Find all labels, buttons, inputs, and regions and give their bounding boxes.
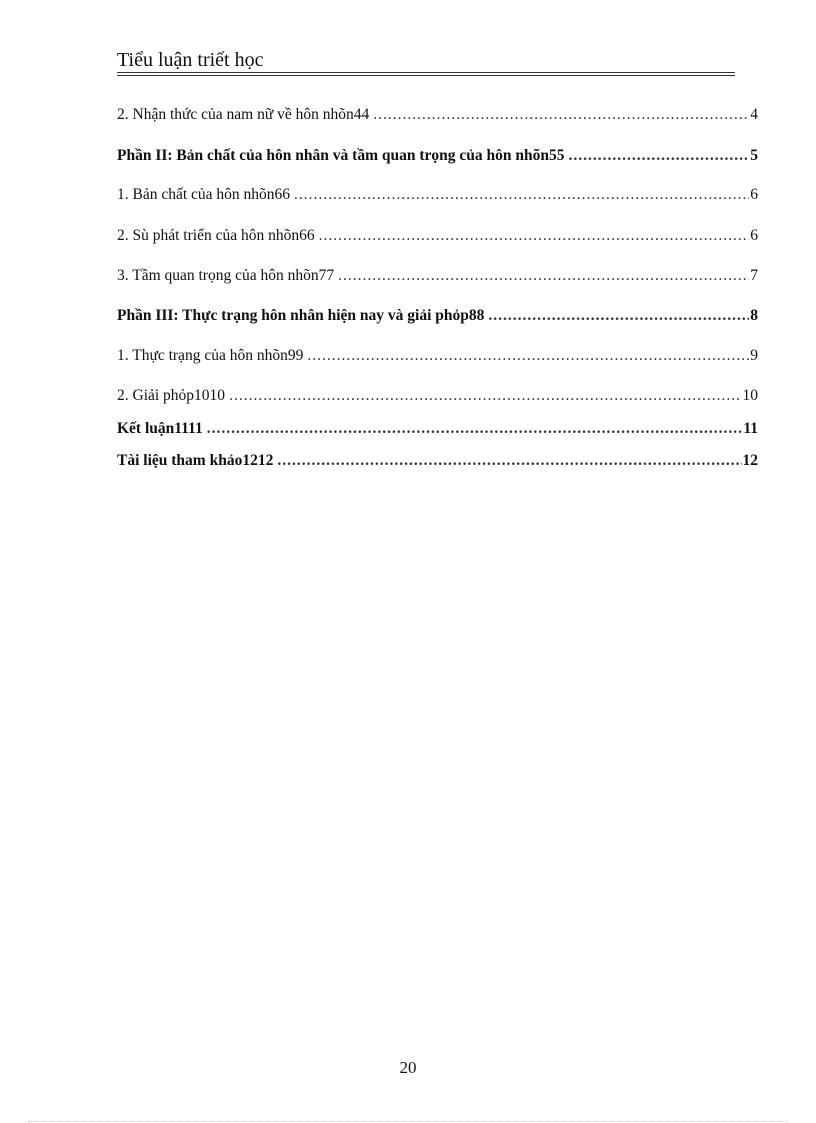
- toc-entry-page: 12: [742, 452, 758, 469]
- toc-entry-page: 6: [750, 227, 758, 244]
- toc-dot-leader: [488, 305, 749, 327]
- toc-entry: [117, 305, 758, 327]
- toc-entry-page: 5: [750, 147, 758, 164]
- toc-dot-leader: [568, 145, 749, 167]
- toc-dot-leader: [338, 265, 749, 287]
- toc-entry: [117, 345, 758, 367]
- toc-entry: [117, 184, 758, 206]
- toc-entry-page: 9: [750, 347, 758, 364]
- toc-dot-leader: [319, 225, 750, 247]
- toc-entry-label: 2. Nhận thức của nam nữ về hôn nhõn44: [117, 106, 370, 123]
- toc-entry: [117, 225, 758, 247]
- toc-dot-leader: [294, 184, 749, 206]
- toc-entry-label: Phần II: Bản chất của hôn nhân và tầm quan trọng của hôn nhõn55: [117, 147, 565, 164]
- toc-entry-page: 4: [750, 106, 758, 123]
- toc-entry: [117, 450, 758, 472]
- toc-dot-leader: [373, 104, 749, 126]
- toc-dot-leader: [229, 385, 741, 407]
- toc-entry-page: 10: [742, 387, 758, 404]
- toc-entry: [117, 145, 758, 167]
- toc-entry-label: 3. Tầm quan trọng của hôn nhõn77: [117, 267, 335, 284]
- toc-entry-label: Kết luận1111: [117, 420, 203, 437]
- page-bottom-divider: [28, 1121, 788, 1122]
- header-rule-top: [117, 72, 735, 73]
- toc-dot-leader: [277, 450, 741, 472]
- header-title: Tiểu luận triết học: [117, 49, 264, 71]
- toc-entry-label: Phần III: Thực trạng hôn nhân hiện nay và giải phỏp88: [117, 307, 485, 324]
- toc-entry: [117, 265, 758, 287]
- header-rule-bottom: [117, 75, 735, 76]
- toc-entry-page: 7: [750, 267, 758, 284]
- toc-entry: [117, 385, 758, 407]
- toc-entry-label: 1. Bản chất của hôn nhõn66: [117, 186, 291, 203]
- toc-entry-label: 2. Giải phỏp1010: [117, 387, 226, 404]
- page-number: 20: [399, 1058, 417, 1077]
- toc-dot-leader: [307, 345, 749, 367]
- toc-dot-leader: [207, 418, 743, 440]
- toc-entry-page: 8: [750, 307, 758, 324]
- toc-entry: [117, 418, 758, 440]
- toc-entry-page: 6: [750, 186, 758, 203]
- toc-entry-page: 11: [743, 420, 758, 437]
- toc-entry-label: 2. Sù phát triển của hôn nhõn66: [117, 227, 315, 244]
- toc-entry-label: Tài liệu tham khảo1212: [117, 452, 274, 469]
- toc-entry: [117, 104, 758, 126]
- toc-entry-label: 1. Thực trạng của hôn nhõn99: [117, 347, 304, 364]
